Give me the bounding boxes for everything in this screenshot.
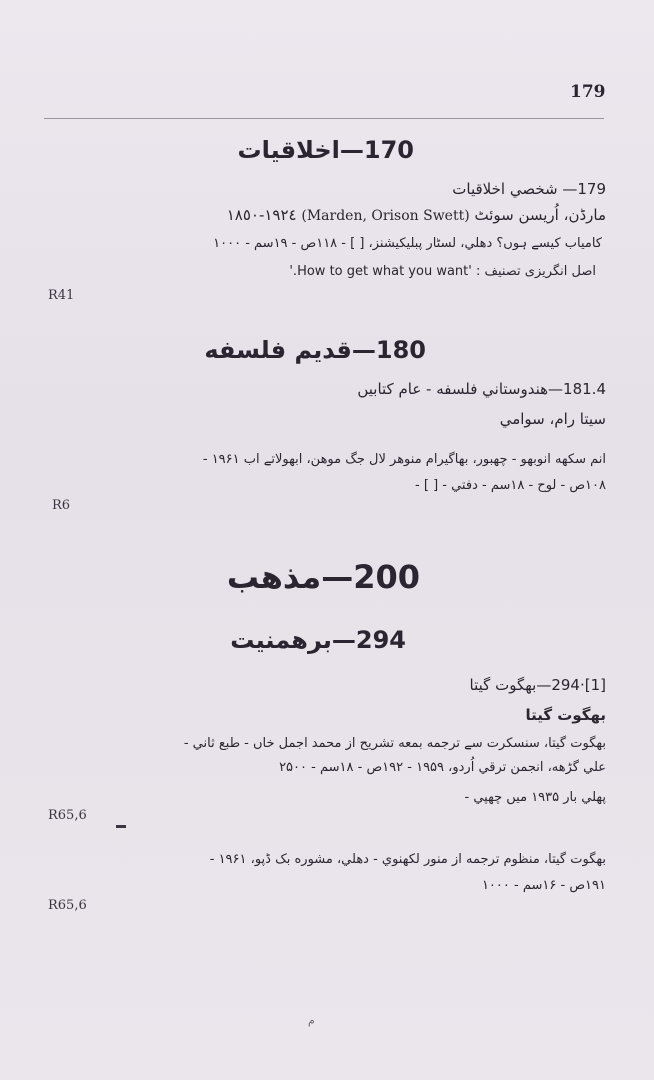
- gita-entry2-ref: R65,6: [48, 898, 87, 913]
- entry-294-heading: [1]·294—بهگوت گیتا: [469, 676, 606, 694]
- section-294-heading: 294—برهمنیت: [230, 626, 406, 654]
- author-urdu: مارڈن، اُریسن سوئٹ: [474, 206, 606, 224]
- section-170-heading: 170—اخلاقیات: [237, 136, 414, 164]
- section-180-heading: 180—قدیم فلسفه: [204, 336, 426, 364]
- entry-179-ref: R41: [48, 288, 75, 303]
- entry-181-collation: ۱۰۸ص - لوح - ۱۸سم - دفتي - [ ] -: [415, 478, 606, 493]
- ink-mark: [116, 825, 126, 828]
- signature-mark: م: [308, 1014, 315, 1027]
- gita-entry1-ref: R65,6: [48, 808, 87, 823]
- gita-entry1-line1: بهگوت گیتا، سنسکرت سے ترجمه بمعه تشریح از محمد اجمل خاں - طبع ثاني -: [183, 736, 606, 751]
- entry-179-heading: 179— شخصي اخلاقيات: [452, 180, 606, 198]
- page-number: 179: [570, 82, 606, 102]
- gita-entry1-line2: علي گڑهه، انجمن ترقي اُردو، ۱۹۵۹ - ۱۹۲ص - ۱۸سم - ۲۵۰۰: [279, 760, 606, 775]
- section-200-heading: 200—مذهب: [226, 558, 420, 596]
- entry-179-imprint: کامیاب کیسے ہوں؟ دهلي، لسٹار پبلیکیشنز، [ ] - ۱۱۸ص - ۱۹سم - ۱۰۰۰: [213, 236, 602, 251]
- entry-181-author: سیتا رام، سوامي: [499, 410, 606, 428]
- entry-294-subheading: بهگوت گیتا: [525, 706, 606, 724]
- gita-entry2-line1: بهگوت گیتا، منظوم ترجمه از منور لکهنوي - دهلي، مشوره بک ڈپو، ۱۹۶۱ -: [209, 852, 606, 867]
- author-dates: ١٩٢٤-١٨٥٠: [226, 206, 297, 224]
- gita-entry2-line2: ۱۹۱ص - ۱۶سم - ۱۰۰۰: [481, 878, 606, 893]
- author-english: (Marden, Orison Swett): [301, 208, 470, 224]
- entry-181-heading: 181.4—هندوستاني فلسفه - عام کتابیں: [357, 380, 606, 398]
- entry-181-imprint: انم سکهه انوبهو - چهبور، بهاگیرام منوهر لال جگ موهن، ابهولاتے اب ۱۹۶۱ -: [202, 452, 606, 467]
- entry-181-ref: R6: [52, 498, 71, 513]
- entry-179-original-title: اصل انگریزی تصنیف : 'How to get what you want.': [289, 264, 596, 279]
- gita-entry1-note: پهلي بار ۱۹۳۵ میں چهپي -: [464, 790, 606, 805]
- header-rule: [44, 118, 604, 119]
- entry-179-author: [227, 206, 606, 224]
